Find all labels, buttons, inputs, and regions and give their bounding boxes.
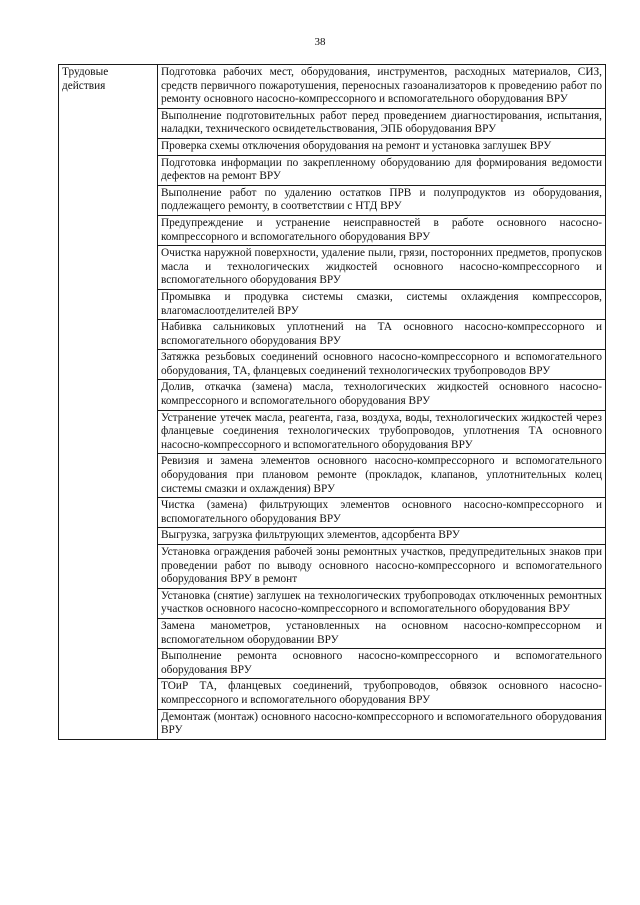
description-cell [158,410,606,454]
description-cell [158,545,606,589]
description-text: Демонтаж (монтаж) основного насосно-компрессорного и вспомогательного оборудования ВРУ [161,710,602,737]
description-text: Выполнение подготовительных работ перед проведением диагностирования, испытания, наладки, технического освидетельствования, ЭПБ оборудования ВРУ [161,109,602,136]
description-cell [158,215,606,245]
description-text: Устранение утечек масла, реагента, газа, воздуха, воды, технологических жидкостей через фланцевые соединения технологических трубопроводов, уплотнения ТА основного насосно-компрессорного и вспомогательного оборудования ВРУ [161,411,602,451]
description-cell [158,498,606,528]
description-text: Предупреждение и устранение неисправностей в работе основного насосно-компрессорного и вспомогательного оборудования ВРУ [161,216,602,243]
description-text: Установка (снятие) заглушек на технологических трубопроводах отключенных ремонтных участков основного насосно-компрессорного и вспомогательного оборудования ВРУ [161,589,602,616]
description-cell [158,155,606,185]
description-text: Затяжка резьбовых соединений основного насосно-компрессорного и вспомогательного оборудования, ТА, фланцевых соединений технологических трубопроводов ВРУ [161,351,602,377]
description-text: Чистка (замена) фильтрующих элементов основного насосно-компрессорного и вспомогательного оборудования ВРУ [161,499,602,525]
labor-actions-table [58,64,606,740]
description-text: Проверка схемы отключения оборудования на ремонт и установка заглушек ВРУ [161,139,552,152]
description-text: Подготовка рабочих мест, оборудования, инструментов, расходных материалов, СИЗ, средств первичного пожаротушения, переносных газоанализаторов к проведению работ по ремонту основного насосно-компрессорного и вспомогательного оборудования ВРУ [161,66,602,106]
description-cell [158,679,606,709]
description-cell [158,289,606,319]
table-body [59,65,606,740]
description-cell [158,108,606,138]
description-cell [158,454,606,498]
description-cell [158,65,606,109]
description-cell [158,138,606,155]
description-text: Ревизия и замена элементов основного насосно-компрессорного и вспомогательного оборудования при плановом ремонте (прокладок, клапанов, уплотнительных колец системы смазки и охлаждения) ВРУ [161,455,602,495]
row-label-text: Трудовые действия [62,66,109,92]
description-cell [158,380,606,410]
description-cell [158,320,606,350]
description-text: Промывка и продувка системы смазки, системы охлаждения компрессоров, влагомаслоотделителей ВРУ [161,290,602,317]
description-text: Установка ограждения рабочей зоны ремонтных участков, предупредительных знаков при проведении работ по выводу основного насосно-компрессорного и вспомогательного оборудования ВРУ в ремонт [161,546,602,586]
description-cell [158,588,606,618]
description-cell [158,649,606,679]
description-text: Выгрузка, загрузка фильтрующих элементов, адсорбента ВРУ [161,529,460,542]
description-cell [158,709,606,739]
description-cell [158,246,606,290]
description-cell [158,350,606,380]
table-row [59,65,606,109]
description-text: Набивка сальниковых уплотнений на ТА основного насосно-компрессорного и вспомогательного оборудования ВРУ [161,321,602,347]
description-text: Замена манометров, установленных на основном насосно-компрессорном и вспомогательном оборудовании ВРУ [161,619,602,646]
description-text: Выполнение ремонта основного насосно-компрессорного и вспомогательного оборудования ВРУ [161,650,602,676]
description-cell [158,618,606,648]
description-text: Долив, откачка (замена) масла, технологических жидкостей основного насосно-компрессорного и вспомогательного оборудования ВРУ [161,381,602,408]
description-text: ТОиР ТА, фланцевых соединений, трубопроводов, обвязок основного насосно-компрессорного и вспомогательного оборудования ВРУ [161,680,602,706]
page-number: 38 [314,36,326,48]
description-text: Выполнение работ по удалению остатков ПРВ и полупродуктов из оборудования, подлежащего ремонту, в соответствии с НТД ВРУ [161,186,602,213]
description-text: Подготовка информации по закрепленному оборудованию для формирования ведомости дефектов на ремонт ВРУ [161,156,602,183]
description-text: Очистка наружной поверхности, удаление пыли, грязи, посторонних предметов, пропусков масла и технологических жидкостей основного насосно-компрессорного и вспомогательного оборудования ВРУ [161,247,602,287]
description-cell [158,185,606,215]
row-label-cell [59,65,158,740]
description-cell [158,528,606,545]
